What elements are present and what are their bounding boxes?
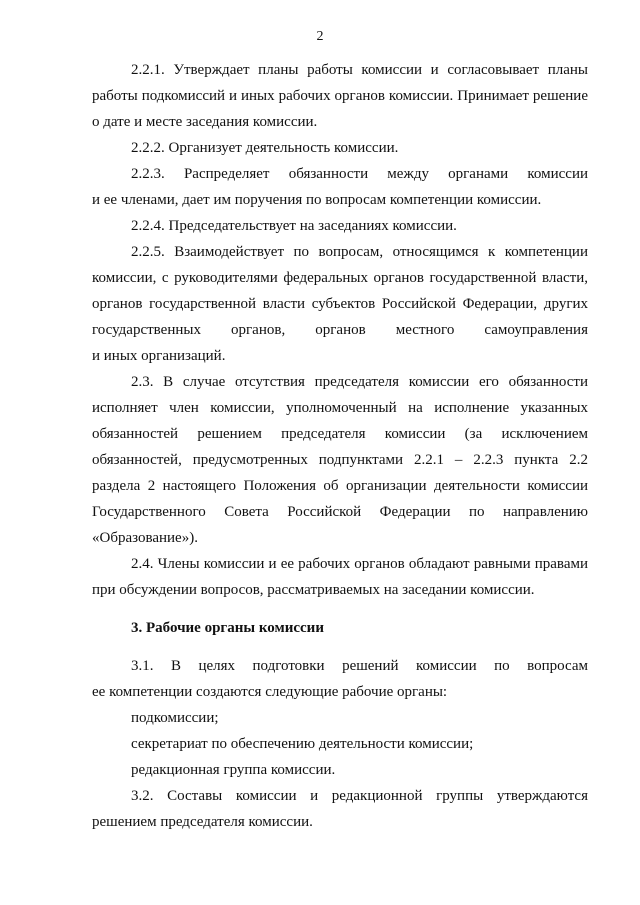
text-line: и ее членами, дает им поручения по вопросам компетенции комиссии. (92, 192, 542, 208)
text-line: обязанностей, предусмотренных подпунктами 2.2.1 – 2.2.3 пункта 2.2 (92, 452, 588, 468)
text-line: 3.1. В целях подготовки решений комиссии по вопросам (131, 658, 588, 674)
page-number: 2 (316, 29, 324, 44)
section-heading: 3. Рабочие органы комиссии (131, 620, 324, 636)
text-line: 2.2.3. Распределяет обязанности между органами комиссии (131, 166, 588, 182)
text-line: 2.2.2. Организует деятельность комиссии. (131, 140, 399, 156)
text-line: решением председателя комиссии. (92, 814, 313, 830)
text-line: органов государственной власти субъектов Российской Федерации, других (92, 296, 588, 312)
text-line: Государственного Совета Российской Федерации по направлению (92, 504, 588, 520)
text-line: комиссии, с руководителями федеральных органов государственной власти, (92, 270, 588, 286)
text-line: секретариат по обеспечению деятельности комиссии; (131, 736, 474, 752)
text-line: о дате и месте заседания комиссии. (92, 114, 318, 130)
text-line: 2.4. Члены комиссии и ее рабочих органов обладают равными правами (131, 556, 588, 572)
text-line: подкомиссии; (131, 710, 219, 726)
text-line: редакционная группа комиссии. (131, 762, 336, 778)
text-line: государственных органов, органов местного самоуправления (92, 322, 588, 338)
text-line: 2.3. В случае отсутствия председателя комиссии его обязанности (131, 374, 588, 390)
text-line: 3.2. Составы комиссии и редакционной группы утверждаются (131, 788, 588, 804)
text-line: исполняет член комиссии, уполномоченный на исполнение указанных (92, 400, 588, 416)
text-line: 2.2.4. Председательствует на заседаниях комиссии. (131, 218, 457, 234)
text-line: 2.2.1. Утверждает планы работы комиссии и согласовывает планы (131, 62, 588, 78)
text-line: «Образование»). (92, 530, 198, 546)
text-line: 2.2.5. Взаимодействует по вопросам, относящимся к компетенции (131, 244, 588, 260)
text-line: при обсуждении вопросов, рассматриваемых на заседании комиссии. (92, 582, 535, 598)
text-line: обязанностей решением председателя комиссии (за исключением (92, 426, 588, 442)
text-line: и иных организаций. (92, 348, 226, 364)
text-line: ее компетенции создаются следующие рабочие органы: (92, 684, 448, 700)
text-line: работы подкомиссий и иных рабочих органов комиссии. Принимает решение (92, 88, 588, 104)
text-line: раздела 2 настоящего Положения об организации деятельности комиссии (92, 478, 588, 494)
